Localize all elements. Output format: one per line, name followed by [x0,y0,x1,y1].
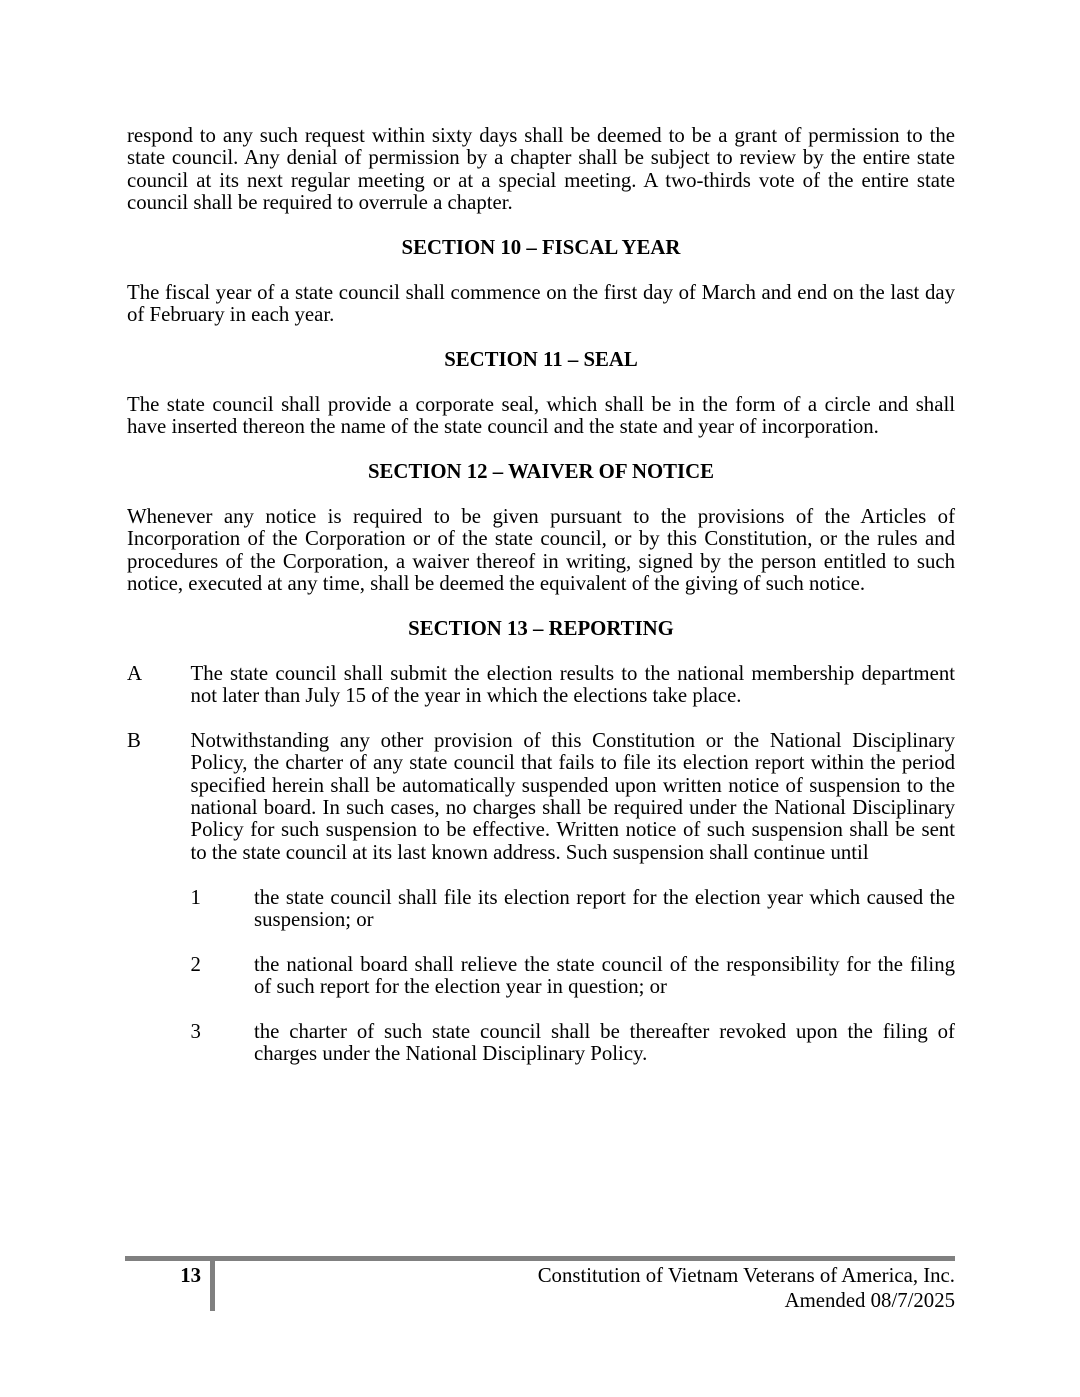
footer-title: Constitution of Vietnam Veterans of America, Inc. [537,1264,955,1287]
footer-row [125,1261,955,1313]
section-11-heading: SECTION 11 – SEAL [444,348,638,372]
list-item-b-text: Notwithstanding any other provision of this Constitution or the National Disciplinary Policy, the charter of any state council that fails to file its election report within the period specified herein shall be automatically suspended upon written notice of suspension to the national board. In such cases, no charges shall be required under the National Disciplinary Policy for such suspension to be effective. Written notice of such suspension shall be sent to the state council at its last known address. Such suspension shall continue until [190,728,955,864]
page-number: 13 [180,1264,201,1287]
sub-item-3-label: 3 [190,1020,201,1044]
list-item-b [127,730,955,864]
section-10-heading: SECTION 10 – FISCAL YEAR [401,236,681,260]
page-content [127,125,955,1088]
sub-item-2-label: 2 [190,952,201,976]
section-12-heading: SECTION 12 – WAIVER OF NOTICE [367,460,715,484]
sub-item-1 [127,887,955,932]
sub-item-2 [127,954,955,999]
section-11-body: The state council shall provide a corporate seal, which shall be in the form of a circle and shall have inserted thereon the name of the state council and the state and year of incorporation. [127,392,955,439]
sub-item-1-text: the state council shall file its election report for the election year which caused the suspension; or [254,885,955,932]
footer-text-block [215,1261,955,1313]
section-10-body: The fiscal year of a state council shall commence on the first day of March and end on the last day of February in each year. [127,280,955,327]
footer-amended-date: Amended 08/7/2025 [784,1289,955,1312]
list-item-b-label: B [127,728,141,752]
section-13-heading: SECTION 13 – REPORTING [408,616,674,640]
sub-item-3-text: the charter of such state council shall be thereafter revoked upon the filing of charges under the National Disciplinary Policy. [254,1020,955,1066]
sub-item-1-label: 1 [190,885,201,909]
page-footer [125,1256,955,1313]
sub-item-3 [127,1021,955,1066]
list-item-a-label: A [127,661,143,685]
sub-item-2-text: the national board shall relieve the state council of the responsibility for the filing of such report for the election year in question; or [254,952,955,999]
intro-paragraph: respond to any such request within sixty days shall be deemed to be a grant of permission to the state council. Any denial of permission by a chapter shall be subject to review by the entire state council at its next regular meeting or at a special meeting. A two-thirds vote of the entire state council shall be required to overrule a chapter. [127,124,955,215]
section-12-body: Whenever any notice is required to be given pursuant to the provisions of the Articles of Incorporation of the Corporation or of the state council, or by this Constitution, or the rules and procedures of the Corporation, a waiver thereof in writing, signed by the person entitled to such notice, executed at any time, shall be deemed the equivalent of the giving of such notice. [127,504,955,596]
list-item-a [127,663,955,708]
list-item-a-text: The state council shall submit the election results to the national membership department not later than July 15 of the year in which the elections take place. [190,661,955,708]
